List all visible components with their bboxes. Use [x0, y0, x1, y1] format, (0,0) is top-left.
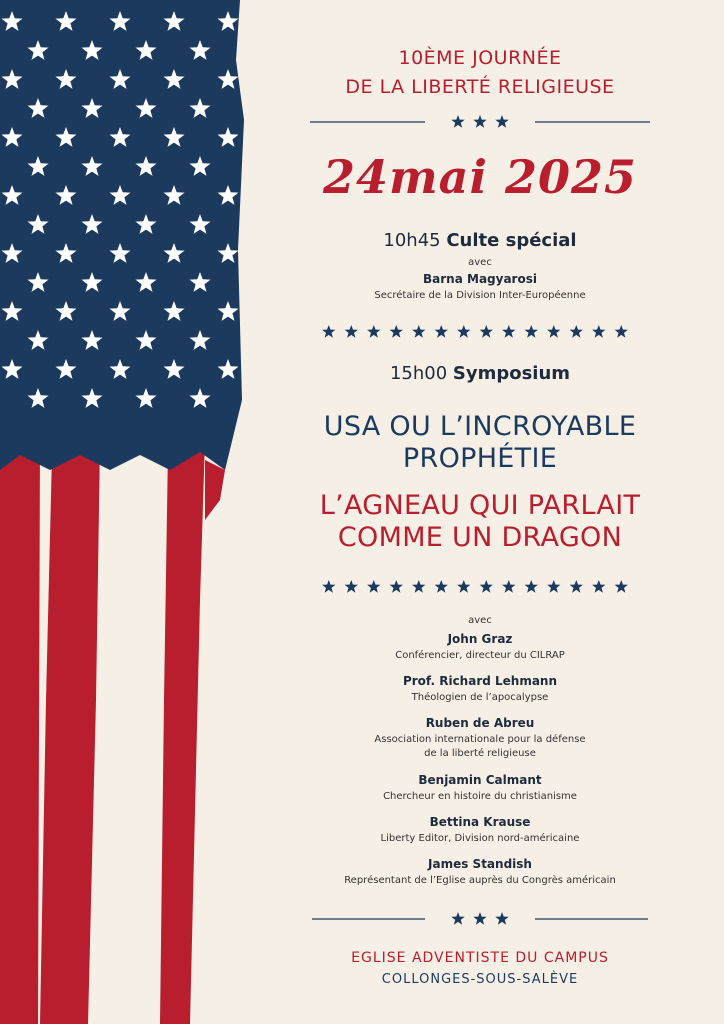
decorative-star-icon — [435, 325, 448, 338]
session1-speaker: Barna Magyarosi — [423, 272, 537, 286]
event-date: 24mai 2025 — [322, 150, 637, 204]
footer-location: COLLONGES-SOUS-SALÈVE — [381, 972, 579, 987]
session2-time: 15h00 — [389, 363, 448, 384]
event-title-line1: 10ÈME JOURNÉE — [398, 47, 562, 69]
decorative-star-icon — [525, 325, 538, 338]
decorative-star-icon — [592, 325, 605, 338]
decorative-star-icon — [451, 912, 464, 925]
decorative-star-icon — [525, 580, 538, 593]
symposium-subheadline-line2: COMME UN DRAGON — [337, 522, 623, 553]
decorative-star-icon — [412, 580, 425, 593]
speaker-role: Théologien de l’apocalypse — [411, 692, 549, 703]
divider-stars-middle — [280, 322, 680, 342]
decorative-star-icon — [457, 325, 470, 338]
divider-stars-lower — [280, 577, 680, 597]
decorative-star-icon — [495, 912, 508, 925]
session2-with: avec — [468, 615, 492, 626]
session1-title: Culte spécial — [446, 230, 577, 251]
speaker-name: Bettina Krause — [429, 815, 531, 829]
decorative-star-icon — [547, 580, 560, 593]
event-title-line2: DE LA LIBERTÉ RELIGIEUSE — [345, 76, 615, 98]
session2-line — [280, 363, 680, 384]
session1-line — [280, 230, 680, 251]
symposium-headline-line2: PROPHÉTIE — [402, 443, 558, 474]
decorative-star-icon — [480, 580, 493, 593]
decorative-star-icon — [367, 325, 380, 338]
divider-stars-bottom — [280, 909, 680, 929]
decorative-star-icon — [570, 580, 583, 593]
decorative-star-icon — [592, 580, 605, 593]
speaker-name: Prof. Richard Lehmann — [402, 674, 558, 688]
decorative-star-icon — [480, 325, 493, 338]
speaker-name: Benjamin Calmant — [418, 773, 542, 787]
session1-speaker-role: Secrétaire de la Division Inter-Européenne — [374, 290, 586, 301]
decorative-star-icon — [345, 325, 358, 338]
decorative-star-icon — [547, 325, 560, 338]
session1-with: avec — [468, 257, 492, 268]
decorative-star-icon — [322, 580, 335, 593]
decorative-star-icon — [322, 325, 335, 338]
speaker-role: Chercheur en histoire du christianisme — [383, 791, 577, 802]
symposium-subheadline-line1: L’AGNEAU QUI PARLAIT — [319, 490, 641, 521]
decorative-star-icon — [502, 580, 515, 593]
speaker-name: John Graz — [447, 632, 513, 646]
flag-stripes — [0, 440, 225, 1024]
decorative-star-icon — [570, 325, 583, 338]
decorative-star-icon — [367, 580, 380, 593]
decorative-star-icon — [495, 115, 508, 128]
decorative-star-icon — [412, 325, 425, 338]
session1-time: 10h45 — [383, 230, 441, 251]
speaker-role: Liberty Editor, Division nord-américaine — [380, 833, 580, 844]
american-flag-illustration — [0, 0, 250, 1024]
decorative-star-icon — [502, 325, 515, 338]
decorative-star-icon — [390, 580, 403, 593]
speaker-role: Représentant de l’Eglise auprès du Congrès américain — [344, 875, 616, 886]
footer-church-name: EGLISE ADVENTISTE DU CAMPUS — [351, 950, 609, 966]
speaker-role: Conférencier, directeur du CILRAP — [395, 650, 565, 661]
symposium-headline-line1: USA OU L’INCROYABLE — [323, 411, 637, 442]
speaker-role: de la liberté religieuse — [424, 748, 536, 759]
decorative-star-icon — [435, 580, 448, 593]
decorative-star-icon — [345, 580, 358, 593]
decorative-star-icon — [451, 115, 464, 128]
decorative-star-icon — [457, 580, 470, 593]
decorative-star-icon — [615, 580, 628, 593]
divider-stars-top — [280, 112, 680, 132]
decorative-star-icon — [390, 325, 403, 338]
session2-title: Symposium — [452, 363, 571, 384]
speaker-name: James Standish — [428, 857, 532, 871]
decorative-star-icon — [473, 115, 486, 128]
speaker-role: Association internationale pour la défense — [374, 734, 586, 745]
speaker-name: Ruben de Abreu — [425, 716, 535, 730]
decorative-star-icon — [473, 912, 486, 925]
decorative-star-icon — [615, 325, 628, 338]
